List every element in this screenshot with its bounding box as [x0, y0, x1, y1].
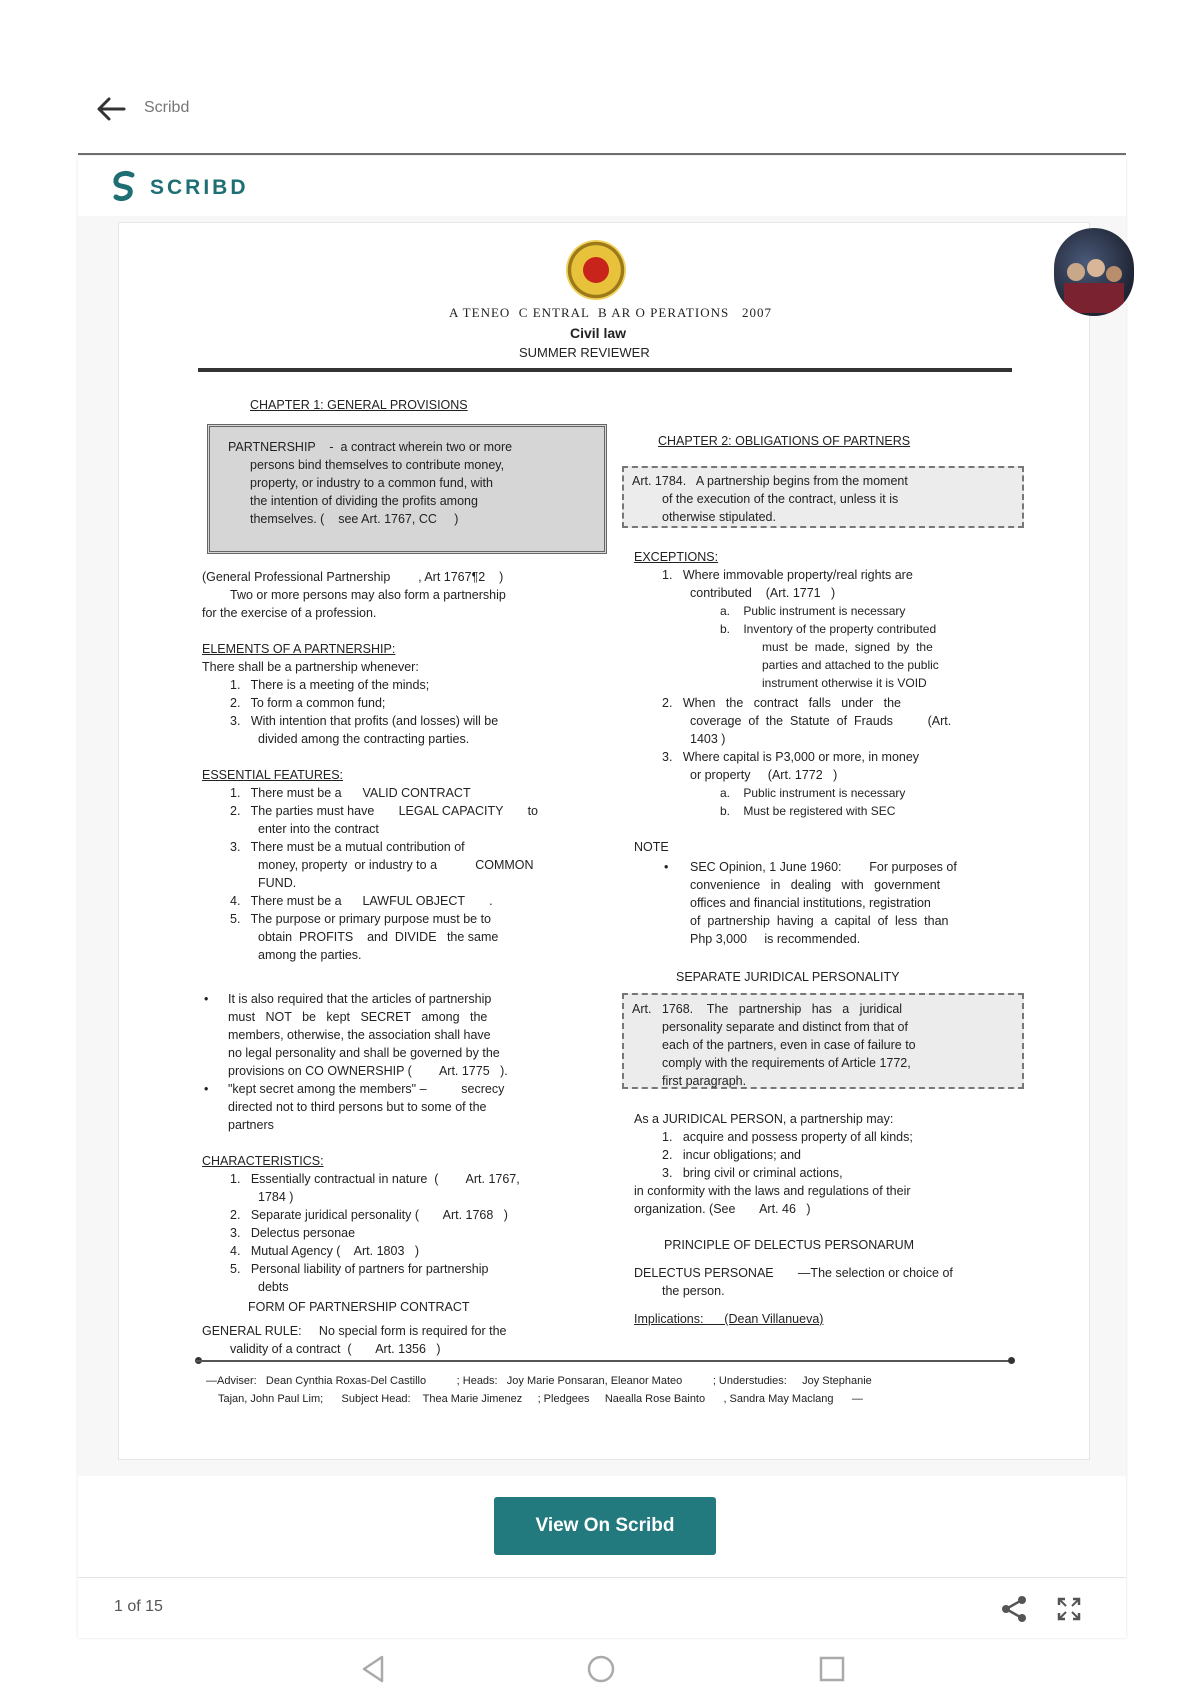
- org-heading: A TENEO C ENTRAL B AR O PERATIONS 2007: [449, 305, 772, 320]
- app-bar-title: Scribd: [144, 99, 190, 116]
- list-item: 1. There must be a VALID CONTRACT: [230, 786, 471, 800]
- gpp-line: Two or more persons may also form a partnership: [230, 588, 506, 602]
- list-item: divided among the contracting parties.: [258, 732, 470, 746]
- gpp-line: for the exercise of a profession.: [202, 606, 377, 620]
- bullet-icon: •: [664, 860, 669, 874]
- reviewer-title: SUMMER REVIEWER: [519, 345, 650, 360]
- header-rule: [198, 368, 1012, 372]
- triangle-back-icon[interactable]: [360, 1654, 386, 1684]
- list-item: 2. When the contract falls under the: [662, 696, 902, 710]
- text-line: As a JURIDICAL PERSON, a partnership may:: [634, 1112, 894, 1126]
- article-line: personality separate and distinct from that of: [662, 1020, 908, 1034]
- university-seal-icon: [566, 240, 626, 300]
- list-item: 2. incur obligations; and: [662, 1148, 801, 1162]
- list-item: among the parties.: [258, 948, 362, 962]
- list-item: 1. acquire and possess property of all kinds;: [662, 1130, 913, 1144]
- list-item: 1. Where immovable property/real rights are: [662, 568, 913, 582]
- bullet-text: directed not to third persons but to some of the: [228, 1100, 487, 1114]
- square-recents-icon[interactable]: [818, 1655, 846, 1683]
- def-line: PARTNERSHIP - a contract wherein two or more: [228, 440, 513, 454]
- view-on-scribd-button[interactable]: View On Scribd: [494, 1497, 716, 1555]
- chapter-2-heading: CHAPTER 2: OBLIGATIONS OF PARTNERS: [658, 434, 911, 448]
- subject-title: Civil law: [570, 325, 627, 341]
- list-item: 1. Essentially contractual in nature ( Art. 1767,: [230, 1172, 520, 1186]
- user-avatar[interactable]: [1054, 228, 1134, 316]
- list-item: 5. Personal liability of partners for partnership: [230, 1262, 489, 1276]
- sub-item: a. Public instrument is necessary: [720, 786, 906, 800]
- list-item: 1. There is a meeting of the minds;: [230, 678, 430, 692]
- bullet-text: "kept secret among the members" – secrecy: [228, 1082, 505, 1096]
- def-line: themselves. ( see Art. 1767, CC ): [250, 512, 459, 526]
- list-item: debts: [258, 1280, 289, 1294]
- list-item: 3. Delectus personae: [230, 1226, 356, 1240]
- text-line: the person.: [662, 1284, 725, 1298]
- credits-line: Tajan, John Paul Lim; Subject Head: Thea Marie Jimenez ; Pledgees Naealla Rose Bainto , Sandra May Maclang —: [218, 1393, 863, 1405]
- sub-item: a. Public instrument is necessary: [720, 604, 906, 618]
- bullet-text: must NOT be kept SECRET among the: [228, 1010, 488, 1024]
- essential-heading: ESSENTIAL FEATURES:: [202, 768, 344, 782]
- fullscreen-icon[interactable]: [1057, 1597, 1081, 1621]
- bullet-icon: •: [204, 1082, 209, 1096]
- bullet-text: members, otherwise, the association shall have: [228, 1028, 491, 1042]
- note-line: convenience in dealing with government: [690, 878, 941, 892]
- list-item: money, property or industry to a COMMON: [258, 858, 534, 872]
- list-item: obtain PROFITS and DIVIDE the same: [258, 930, 499, 944]
- bullet-text: provisions on CO OWNERSHIP ( Art. 1775 ).: [228, 1064, 508, 1078]
- article-line: otherwise stipulated.: [662, 510, 776, 524]
- text-line: There shall be a partnership whenever:: [202, 660, 419, 674]
- chapter-1-heading: CHAPTER 1: GENERAL PROVISIONS: [250, 398, 468, 412]
- note-line: offices and financial institutions, registration: [690, 896, 931, 910]
- implications-line: Implications: (Dean Villanueva): [634, 1312, 824, 1326]
- page-counter: 1 of 15: [114, 1598, 163, 1615]
- text-line: DELECTUS PERSONAE —The selection or choice of: [634, 1266, 953, 1280]
- bullet-icon: •: [204, 992, 209, 1006]
- sub-item: instrument otherwise it is VOID: [762, 676, 927, 690]
- note-line: Php 3,000 is recommended.: [690, 932, 861, 946]
- bullet-text: partners: [228, 1118, 274, 1132]
- list-item: 2. Separate juridical personality ( Art. 1768 ): [230, 1208, 508, 1222]
- def-line: property, or industry to a common fund, with: [250, 476, 493, 490]
- list-item: 4. Mutual Agency ( Art. 1803 ): [230, 1244, 419, 1258]
- list-item: or property (Art. 1772 ): [690, 768, 838, 782]
- list-item: coverage of the Statute of Frauds (Art.: [690, 714, 952, 728]
- form-heading: FORM OF PARTNERSHIP CONTRACT: [248, 1300, 470, 1314]
- sub-item: b. Must be registered with SEC: [720, 804, 896, 818]
- article-line: Art. 1784. A partnership begins from the moment: [632, 474, 908, 488]
- back-arrow-icon[interactable]: [94, 92, 128, 126]
- system-nav-bar: [0, 1644, 1200, 1697]
- note-line: of partnership having a capital of less than: [690, 914, 949, 928]
- def-line: the intention of dividing the profits among: [250, 494, 478, 508]
- share-icon[interactable]: [1000, 1594, 1028, 1624]
- list-item: 3. bring civil or criminal actions,: [662, 1166, 843, 1180]
- footer-rule-dot: [1008, 1357, 1015, 1364]
- article-line: each of the partners, even in case of failure to: [662, 1038, 916, 1052]
- sub-item: must be made, signed by the: [762, 640, 933, 654]
- list-item: 2. To form a common fund;: [230, 696, 386, 710]
- circle-home-icon[interactable]: [586, 1654, 616, 1684]
- article-line: comply with the requirements of Article 1772,: [662, 1056, 911, 1070]
- article-line: Art. 1768. The partnership has a juridical: [632, 1002, 903, 1016]
- article-line: of the execution of the contract, unless it is: [662, 492, 899, 506]
- footer-rule: [196, 1360, 1014, 1362]
- list-item: 1403 ): [690, 732, 726, 746]
- scribd-logo-icon: [110, 170, 140, 204]
- text-line: organization. (See Art. 46 ): [634, 1202, 811, 1216]
- general-rule: GENERAL RULE: No special form is required for the: [202, 1324, 507, 1338]
- bullet-text: no legal personality and shall be governed by the: [228, 1046, 500, 1060]
- list-item: FUND.: [258, 876, 297, 890]
- note-heading: NOTE: [634, 840, 669, 854]
- gpp-line: (General Professional Partnership , Art 1767¶2 ): [202, 570, 504, 584]
- general-rule: validity of a contract ( Art. 1356 ): [230, 1342, 441, 1356]
- list-item: 3. There must be a mutual contribution of: [230, 840, 465, 854]
- def-line: persons bind themselves to contribute money,: [250, 458, 505, 472]
- list-item: 2. The parties must have LEGAL CAPACITY to: [230, 804, 539, 818]
- list-item: 5. The purpose or primary purpose must be to: [230, 912, 492, 926]
- pdp-heading: PRINCIPLE OF DELECTUS PERSONARUM: [664, 1238, 915, 1252]
- characteristics-heading: CHARACTERISTICS:: [202, 1154, 324, 1168]
- elements-heading: ELEMENTS OF A PARTNERSHIP:: [202, 642, 396, 656]
- list-item: 3. Where capital is P3,000 or more, in money: [662, 750, 920, 764]
- list-item: 3. With intention that profits (and losses) will be: [230, 714, 499, 728]
- sjp-heading: SEPARATE JURIDICAL PERSONALITY: [676, 970, 900, 984]
- article-line: first paragraph.: [662, 1074, 747, 1088]
- top-app-bar: [0, 0, 1200, 155]
- list-item: enter into the contract: [258, 822, 379, 836]
- divider: [78, 153, 1126, 155]
- divider: [78, 1577, 1126, 1578]
- scribd-wordmark: SCRIBD: [150, 176, 249, 199]
- bullet-text: It is also required that the articles of partnership: [228, 992, 492, 1006]
- list-item: 1784 ): [258, 1190, 294, 1204]
- exceptions-heading: EXCEPTIONS:: [634, 550, 719, 564]
- sub-item: b. Inventory of the property contributed: [720, 622, 937, 636]
- sub-item: parties and attached to the public: [762, 658, 939, 672]
- credits-line: —Adviser: Dean Cynthia Roxas-Del Castillo ; Heads: Joy Marie Ponsaran, Eleanor Mateo ; Understudies: Joy Stephanie: [206, 1375, 872, 1387]
- list-item: 4. There must be a LAWFUL OBJECT .: [230, 894, 493, 908]
- list-item: contributed (Art. 1771 ): [690, 586, 836, 600]
- text-line: in conformity with the laws and regulations of their: [634, 1184, 911, 1198]
- note-line: SEC Opinion, 1 June 1960: For purposes of: [690, 860, 957, 874]
